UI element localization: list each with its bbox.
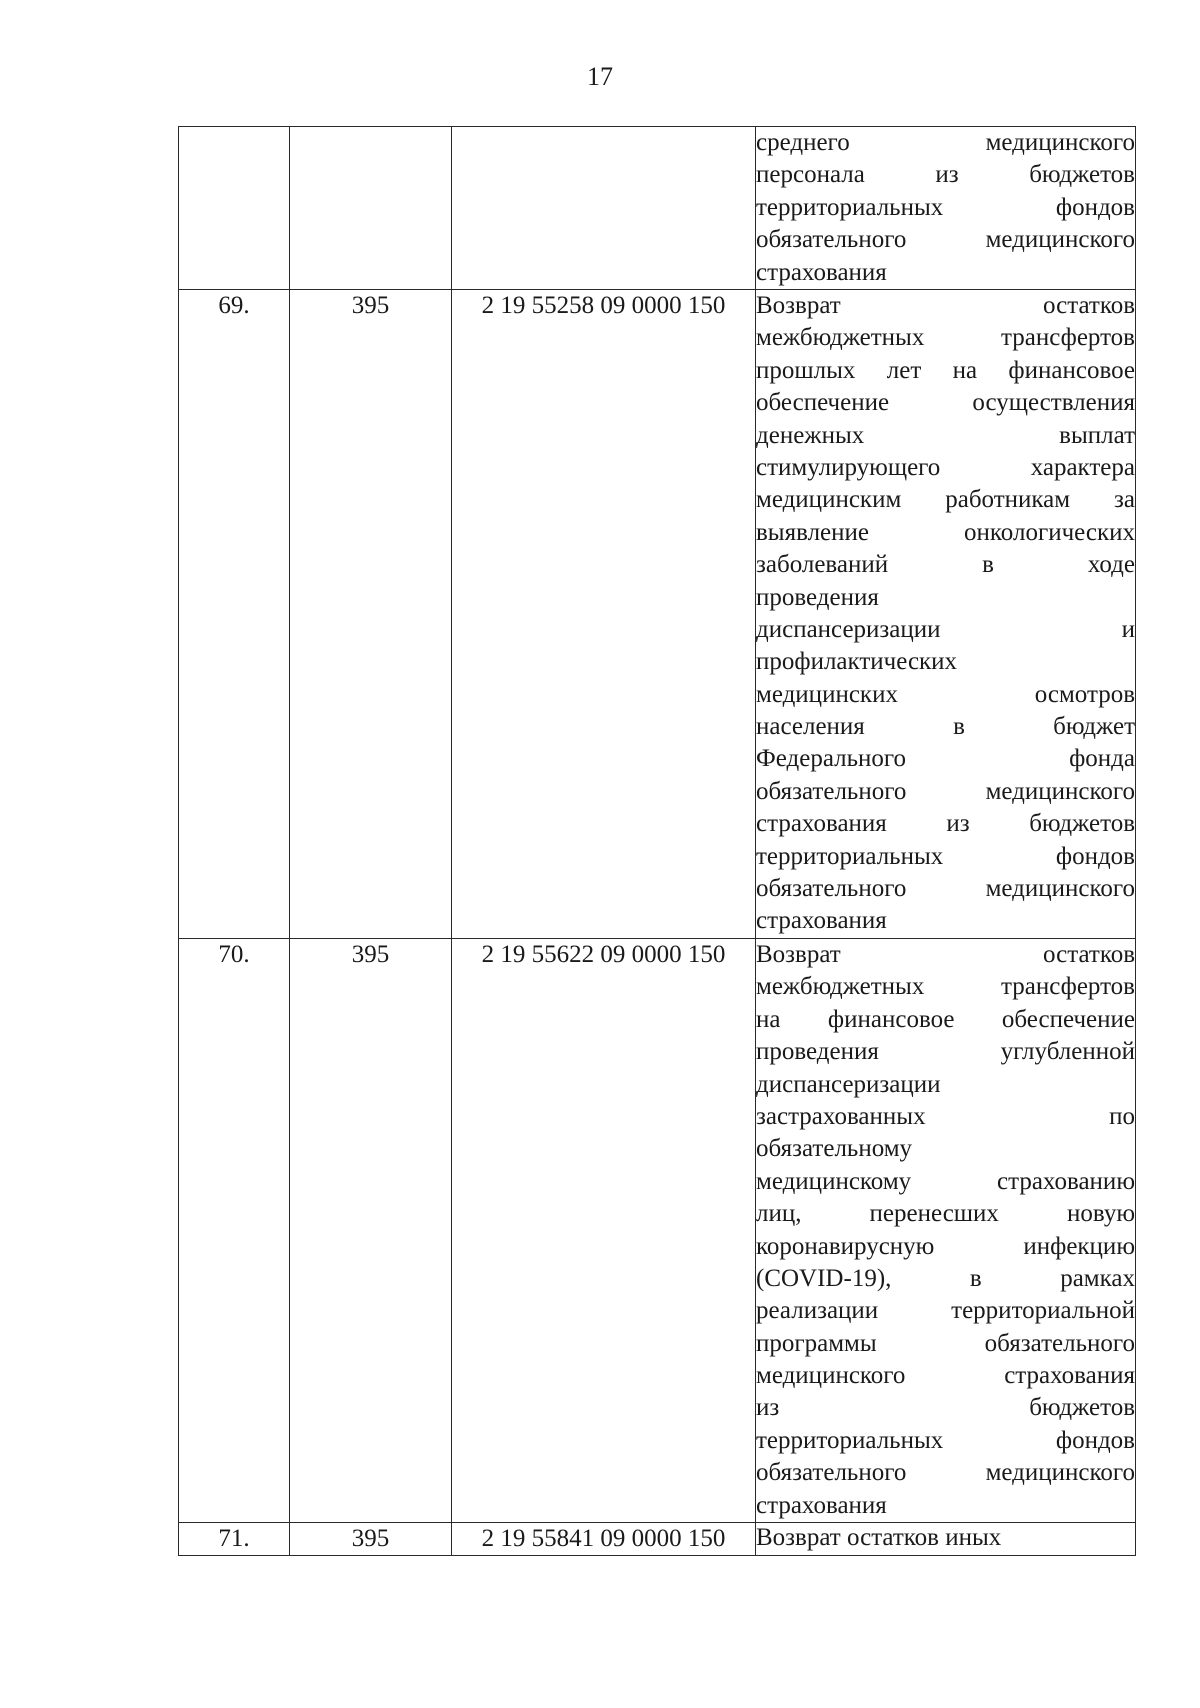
description-line: обязательного медицинского xyxy=(756,1459,1135,1487)
description-line: из бюджетов xyxy=(756,1394,1135,1422)
description-line: медицинских осмотров xyxy=(756,680,1135,708)
description-line: территориальных фондов xyxy=(756,842,1135,870)
description-line: на финансовое обеспечение xyxy=(756,1005,1135,1033)
description-line: Федерального фонда xyxy=(756,745,1135,773)
admin-code-cell xyxy=(290,1523,452,1556)
budget-code-cell xyxy=(452,127,756,290)
description-cell xyxy=(756,290,1136,939)
description-line: стимулирующего характера xyxy=(756,453,1135,481)
description-line: прошлых лет на финансовое xyxy=(756,356,1135,384)
description-line: Возврат остатков xyxy=(756,292,1135,319)
description-cell xyxy=(756,127,1136,290)
table-row xyxy=(179,939,1136,1523)
description-line: среднего медицинского xyxy=(756,129,1135,156)
admin-code-cell xyxy=(290,939,452,1523)
description-line: обеспечение осуществления xyxy=(756,389,1135,417)
budget-code-cell xyxy=(452,939,756,1523)
budget-codes-table xyxy=(178,126,1136,1556)
description-line: Возврат остатков иных xyxy=(756,1524,1002,1552)
description-line: страхования xyxy=(756,1491,887,1519)
row-number: 70. xyxy=(218,941,250,968)
description-line: выявление онкологических xyxy=(756,518,1135,546)
description-line: денежных выплат xyxy=(756,421,1135,449)
description-line: межбюджетных трансфертов xyxy=(756,324,1135,352)
description-line: заболеваний в ходе xyxy=(756,551,1135,579)
description-line: проведения xyxy=(756,583,879,611)
budget-code-cell xyxy=(452,290,756,939)
description-line: межбюджетных трансфертов xyxy=(756,973,1135,1001)
description-line: медицинским работникам за xyxy=(756,486,1135,514)
budget-code: 2 19 55622 09 0000 150 xyxy=(481,941,726,968)
admin-code: 395 xyxy=(351,1525,390,1553)
budget-code-cell xyxy=(452,1523,756,1556)
description-line: персонала из бюджетов xyxy=(756,161,1135,189)
description-line: медицинскому страхованию xyxy=(756,1167,1135,1195)
description-line: программы обязательного xyxy=(756,1329,1135,1357)
description-cell xyxy=(756,1523,1136,1556)
admin-code: 395 xyxy=(351,292,390,319)
row-number-cell xyxy=(179,939,290,1523)
description-line: (COVID-19), в рамках xyxy=(756,1264,1135,1292)
table-row xyxy=(179,290,1136,939)
row-number: 69. xyxy=(218,292,250,319)
row-number-cell xyxy=(179,1523,290,1556)
description-line: обязательному xyxy=(756,1135,913,1163)
description-line: страхования xyxy=(756,258,887,286)
description-line: коронавирусную инфекцию xyxy=(756,1232,1135,1260)
row-number: 71. xyxy=(218,1525,250,1553)
description-cell xyxy=(756,939,1136,1523)
admin-code-cell xyxy=(290,127,452,290)
table-row xyxy=(179,1523,1136,1556)
description-line: диспансеризации xyxy=(756,1070,941,1098)
description-line: лиц, перенесших новую xyxy=(756,1200,1135,1228)
row-number-cell xyxy=(179,127,290,290)
budget-code: 2 19 55258 09 0000 150 xyxy=(481,292,726,319)
description-line: территориальных фондов xyxy=(756,193,1135,221)
description-line: обязательного медицинского xyxy=(756,777,1135,805)
page-number: 17 xyxy=(587,62,613,91)
admin-code-cell xyxy=(290,290,452,939)
row-number-cell xyxy=(179,290,290,939)
description-line: населения в бюджет xyxy=(756,713,1135,741)
description-line: обязательного медицинского xyxy=(756,226,1135,254)
description-line: реализации территориальной xyxy=(756,1297,1135,1325)
description-line: Возврат остатков xyxy=(756,941,1135,968)
description-line: диспансеризации и xyxy=(756,615,1135,643)
description-line: застрахованных по xyxy=(756,1102,1135,1130)
budget-code: 2 19 55841 09 0000 150 xyxy=(481,1525,726,1553)
description-line: страхования из бюджетов xyxy=(756,810,1135,838)
description-line: профилактических xyxy=(756,648,958,676)
admin-code: 395 xyxy=(351,941,390,968)
description-line: территориальных фондов xyxy=(756,1426,1135,1454)
description-line: страхования xyxy=(756,907,887,935)
description-line: проведения углубленной xyxy=(756,1038,1135,1066)
description-line: медицинского страхования xyxy=(756,1362,1135,1390)
description-line: обязательного медицинского xyxy=(756,875,1135,903)
table-row xyxy=(179,127,1136,290)
